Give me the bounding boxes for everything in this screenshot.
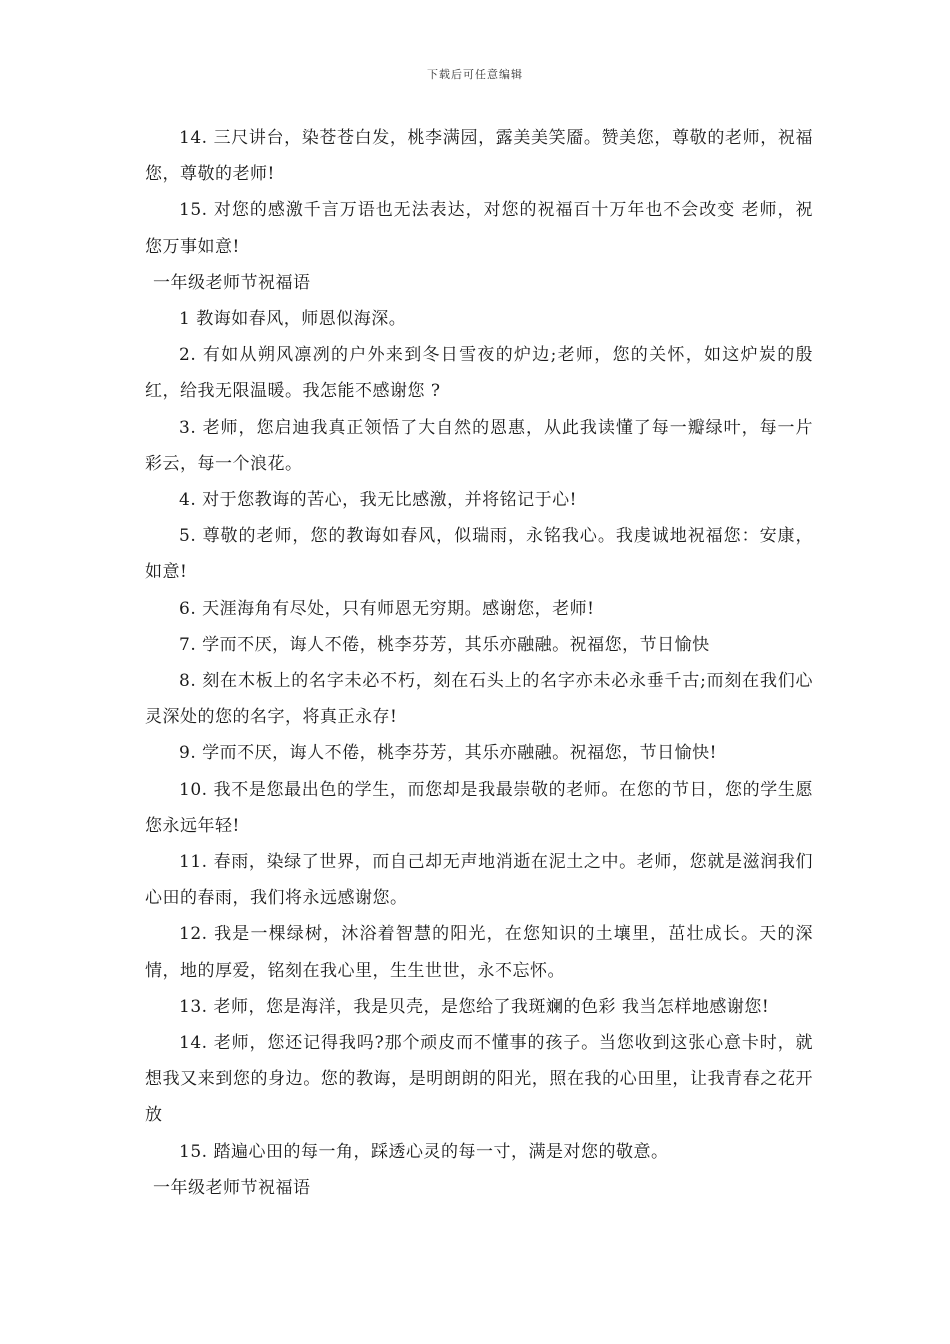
paragraph-14b: 14. 老师，您还记得我吗?那个顽皮而不懂事的孩子。当您收到这张心意卡时，就想我又来到您的身边。您的教诲，是明朗朗的阳光，照在我的心田里，让我青春之花开放 [145, 1033, 813, 1126]
paragraph-4: 4. 对于您教诲的苦心，我无比感激，并将铭记于心! [179, 490, 577, 511]
paragraph-6: 6. 天涯海角有尽处，只有师恩无穷期。感谢您，老师! [179, 598, 595, 619]
paragraph-11: 11. 春雨，染绿了世界，而自己却无声地消逝在泥土之中。老师，您就是滋润我们心田的春雨，我们将永远感谢您。 [145, 852, 813, 909]
section-heading: 一年级老师节祝福语 [153, 1177, 311, 1198]
paragraph-9: 9. 学而不厌，诲人不倦，桃李芬芳，其乐亦融融。祝福您，节日愉快! [179, 743, 717, 764]
paragraph-5: 5. 尊敬的老师，您的教诲如春风，似瑞雨，永铭我心。我虔诚地祝福您：安康，如意! [145, 526, 813, 583]
paragraph-1: 1 教诲如春风，师恩似海深。 [179, 309, 407, 330]
document-body [145, 120, 813, 1206]
paragraph-7: 7. 学而不厌，诲人不倦，桃李芬芳，其乐亦融融。祝福您，节日愉快 [179, 634, 710, 655]
paragraph-15b: 15. 踏遍心田的每一角，踩透心灵的每一寸，满是对您的敬意。 [179, 1141, 669, 1162]
paragraph-14a: 14. 三尺讲台，染苍苍白发，桃李满园，露美美笑靥。赞美您，尊敬的老师，祝福您，尊敬的老师! [145, 128, 813, 185]
paragraph-15a: 15. 对您的感激千言万语也无法表达，对您的祝福百十万年也不会改变 老师，祝您万事如意! [145, 200, 813, 257]
paragraph-2: 2. 有如从朔风凛冽的户外来到冬日雪夜的炉边;老师，您的关怀，如这炉炭的殷红，给我无限温暖。我怎能不感谢您 ? [145, 345, 813, 402]
paragraph-12: 12. 我是一棵绿树，沐浴着智慧的阳光，在您知识的土壤里，茁壮成长。天的深情，地的厚爱，铭刻在我心里，生生世世，永不忘怀。 [145, 924, 813, 981]
paragraph-3: 3. 老师，您启迪我真正领悟了大自然的恩惠，从此我读懂了每一瓣绿叶，每一片彩云，每一个浪花。 [145, 417, 813, 474]
section-heading: 一年级老师节祝福语 [153, 272, 311, 293]
paragraph-13: 13. 老师，您是海洋，我是贝壳，是您给了我斑斓的色彩 我当怎样地感谢您! [179, 996, 770, 1017]
paragraph-8: 8. 刻在木板上的名字未必不朽，刻在石头上的名字亦未必永垂千古;而刻在我们心灵深处的您的名字，将真正永存! [145, 671, 813, 728]
paragraph-10: 10. 我不是您最出色的学生，而您却是我最崇敬的老师。在您的节日，您的学生愿您永远年轻! [145, 779, 813, 836]
page-header: 下载后可任意编辑 [427, 68, 523, 81]
